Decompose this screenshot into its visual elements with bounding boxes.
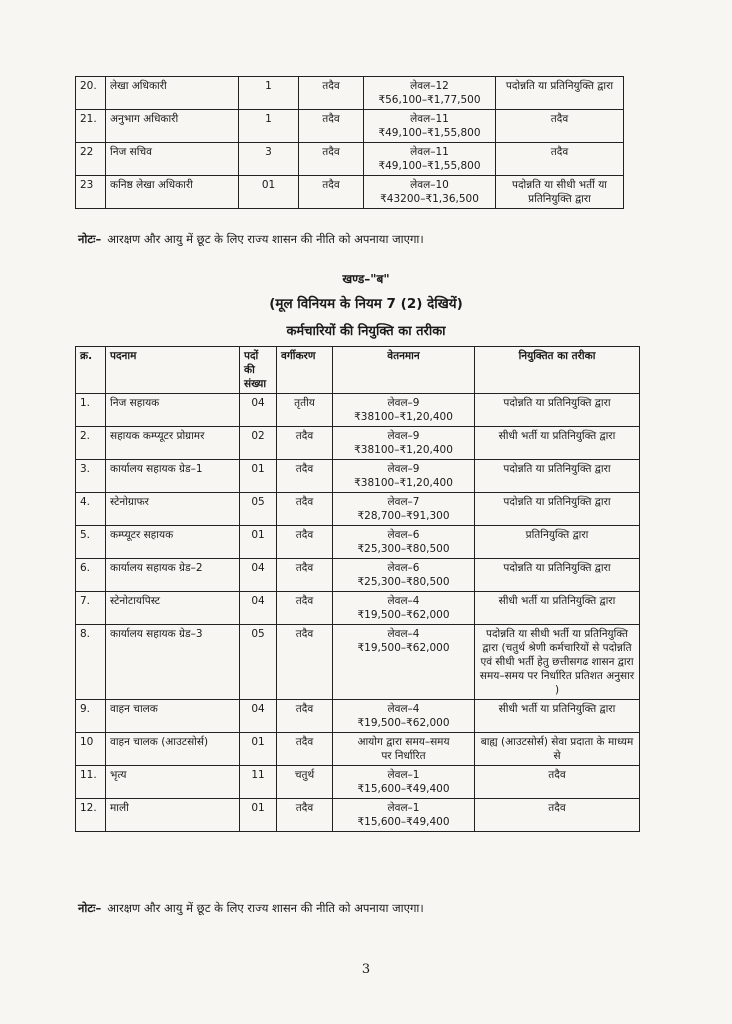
table-row (76, 766, 640, 799)
table-row (76, 559, 640, 592)
post-count: 1 (239, 110, 299, 143)
appointment-method: पदोन्नति या प्रतिनियुक्ति द्वारा (475, 394, 640, 427)
table-row (76, 526, 640, 559)
row-number: 12. (76, 799, 106, 832)
post-count: 11 (240, 766, 277, 799)
appointment-method: तदैव (496, 143, 624, 176)
appointment-method: पदोन्नति या प्रतिनियुक्ति द्वारा (475, 559, 640, 592)
appointment-method: पदोन्नति या सीधी भर्ती या प्रतिनियुक्ति द्वारा (चतुर्थ श्रेणी कर्मचारियों से पदोन्नति एवं सीधी भर्ती हेतु छत्तीसगढ शासन द्वारा समय–समय पर निर्धारित प्रतिशत अनुसार ) (475, 625, 640, 700)
pay-level: आयोग द्वारा समय–समय (357, 736, 450, 748)
pay-range: ₹38100–₹1,20,400 (354, 477, 453, 489)
pay-level: लेवल–9 (387, 463, 420, 475)
row-number: 7. (76, 592, 106, 625)
row-number: 22 (76, 143, 106, 176)
header-number: क्र. (76, 347, 106, 394)
note-text: आरक्षण और आयु में छूट के लिए राज्य शासन की नीति को अपनाया जाएगा। (107, 232, 424, 246)
post-name: कार्यालय सहायक ग्रेड–3 (106, 625, 240, 700)
post-category: तदैव (277, 493, 333, 526)
pay-level: लेवल–10 (410, 179, 449, 191)
pay-range: ₹49,100–₹1,55,800 (378, 127, 481, 139)
row-number: 11. (76, 766, 106, 799)
table-row (76, 799, 640, 832)
post-category: चतुर्थ (277, 766, 333, 799)
pay-scale (333, 799, 475, 832)
post-count: 05 (240, 493, 277, 526)
appointment-method: बाह्य (आउटसोर्स) सेवा प्रदाता के माध्यम से (475, 733, 640, 766)
table-row (76, 625, 640, 700)
post-name: कनिष्ठ लेखा अधिकारी (106, 176, 239, 209)
post-category: तदैव (299, 110, 364, 143)
appointment-method: तदैव (475, 799, 640, 832)
post-count: 01 (239, 176, 299, 209)
section-title: खण्ड–"ब" (342, 272, 390, 286)
table-row (76, 143, 624, 176)
posts-table-continued (75, 76, 624, 209)
post-name: स्टेनोटायपिस्ट (106, 592, 240, 625)
post-name: माली (106, 799, 240, 832)
pay-range: ₹49,100–₹1,55,800 (378, 160, 481, 172)
post-name: लेखा अधिकारी (106, 77, 239, 110)
pay-level: लेवल–6 (387, 529, 420, 541)
post-category: तदैव (277, 700, 333, 733)
row-number: 9. (76, 700, 106, 733)
post-category: तदैव (299, 143, 364, 176)
appointment-method: सीधी भर्ती या प्रतिनियुक्ति द्वारा (475, 427, 640, 460)
header-pay: वेतनमान (333, 347, 475, 394)
pay-range: ₹19,500–₹62,000 (357, 717, 450, 729)
pay-level: लेवल–12 (410, 80, 449, 92)
table-row (76, 733, 640, 766)
section-subtitle: (मूल विनियम के नियम 7 (2) देखियें) (269, 296, 463, 312)
post-name: कम्प्यूटर सहायक (106, 526, 240, 559)
note-reservation (78, 232, 424, 247)
pay-level: लेवल–6 (387, 562, 420, 574)
post-category: तदैव (277, 559, 333, 592)
post-count: 04 (240, 559, 277, 592)
post-category: तदैव (277, 625, 333, 700)
table-row (76, 460, 640, 493)
post-name: कार्यालय सहायक ग्रेड–1 (106, 460, 240, 493)
row-number: 4. (76, 493, 106, 526)
row-number: 6. (76, 559, 106, 592)
table-row (76, 77, 624, 110)
row-number: 20. (76, 77, 106, 110)
post-category: तदैव (299, 176, 364, 209)
pay-range: ₹43200–₹1,36,500 (380, 193, 479, 205)
table-row (76, 176, 624, 209)
pay-level: लेवल–1 (387, 769, 420, 781)
post-name: सहायक कम्प्यूटर प्रोग्रामर (106, 427, 240, 460)
page-number: 3 (361, 962, 371, 977)
table-row (76, 110, 624, 143)
pay-level: लेवल–11 (410, 146, 449, 158)
post-count: 01 (240, 799, 277, 832)
note-label: नोटः– (78, 901, 102, 915)
post-name: कार्यालय सहायक ग्रेड–2 (106, 559, 240, 592)
row-number: 1. (76, 394, 106, 427)
row-number: 3. (76, 460, 106, 493)
row-number: 2. (76, 427, 106, 460)
post-category: तदैव (277, 526, 333, 559)
pay-scale (364, 143, 496, 176)
post-category: तदैव (277, 592, 333, 625)
note-text: आरक्षण और आयु में छूट के लिए राज्य शासन की नीति को अपनाया जाएगा। (107, 901, 424, 915)
post-category: तदैव (277, 460, 333, 493)
pay-scale (333, 766, 475, 799)
post-category: तदैव (277, 799, 333, 832)
appointment-method-table (75, 346, 640, 832)
pay-range: ₹38100–₹1,20,400 (354, 444, 453, 456)
pay-scale (333, 625, 475, 700)
appointment-method: पदोन्नति या प्रतिनियुक्ति द्वारा (496, 77, 624, 110)
appointment-method: तदैव (475, 766, 640, 799)
post-count: 01 (240, 526, 277, 559)
appointment-method: सीधी भर्ती या प्रतिनियुक्ति द्वारा (475, 700, 640, 733)
post-name: निज सहायक (106, 394, 240, 427)
header-post: पदनाम (106, 347, 240, 394)
table-row (76, 592, 640, 625)
pay-scale (364, 77, 496, 110)
table-header-row (76, 347, 640, 394)
pay-level: लेवल–4 (387, 628, 420, 640)
post-count: 04 (240, 394, 277, 427)
pay-range: ₹15,600–₹49,400 (357, 783, 450, 795)
pay-scale (333, 592, 475, 625)
section-caption: कर्मचारियों की नियुक्ति का तरीका (286, 324, 446, 339)
post-count: 02 (240, 427, 277, 460)
post-name: अनुभाग अधिकारी (106, 110, 239, 143)
pay-range: ₹38100–₹1,20,400 (354, 411, 453, 423)
post-name: स्टेनोग्राफर (106, 493, 240, 526)
row-number: 8. (76, 625, 106, 700)
pay-scale (364, 110, 496, 143)
pay-level: लेवल–11 (410, 113, 449, 125)
pay-range: पर निर्धारित (381, 750, 426, 762)
appointment-method: पदोन्नति या सीधी भर्ती या प्रतिनियुक्ति द्वारा (496, 176, 624, 209)
pay-scale (333, 559, 475, 592)
pay-range: ₹19,500–₹62,000 (357, 642, 450, 654)
post-name: वाहन चालक (106, 700, 240, 733)
pay-scale (333, 394, 475, 427)
header-method: नियुक्तित का तरीका (475, 347, 640, 394)
post-category: तदैव (277, 733, 333, 766)
note-label: नोटः– (78, 232, 102, 246)
header-category: वर्गीकरण (277, 347, 333, 394)
pay-scale (333, 733, 475, 766)
pay-level: लेवल–7 (387, 496, 420, 508)
appointment-method: सीधी भर्ती या प्रतिनियुक्ति द्वारा (475, 592, 640, 625)
table-row (76, 700, 640, 733)
post-count: 1 (239, 77, 299, 110)
post-name: निज सचिव (106, 143, 239, 176)
pay-level: लेवल–9 (387, 430, 420, 442)
row-number: 5. (76, 526, 106, 559)
post-count: 01 (240, 733, 277, 766)
table-row (76, 493, 640, 526)
post-category: तृतीय (277, 394, 333, 427)
pay-range: ₹56,100–₹1,77,500 (378, 94, 481, 106)
appointment-method: पदोन्नति या प्रतिनियुक्ति द्वारा (475, 493, 640, 526)
table-row (76, 427, 640, 460)
pay-level: लेवल–9 (387, 397, 420, 409)
post-count: 04 (240, 700, 277, 733)
pay-range: ₹15,600–₹49,400 (357, 816, 450, 828)
pay-range: ₹28,700–₹91,300 (357, 510, 450, 522)
post-count: 04 (240, 592, 277, 625)
row-number: 21. (76, 110, 106, 143)
pay-scale (333, 427, 475, 460)
post-count: 3 (239, 143, 299, 176)
appointment-method: पदोन्नति या प्रतिनियुक्ति द्वारा (475, 460, 640, 493)
post-count: 01 (240, 460, 277, 493)
pay-scale (333, 460, 475, 493)
note-reservation (78, 901, 424, 916)
post-category: तदैव (299, 77, 364, 110)
pay-level: लेवल–4 (387, 595, 420, 607)
pay-range: ₹25,300–₹80,500 (357, 576, 450, 588)
pay-range: ₹19,500–₹62,000 (357, 609, 450, 621)
post-name: वाहन चालक (आउटसोर्स) (106, 733, 240, 766)
row-number: 10 (76, 733, 106, 766)
appointment-method: प्रतिनियुक्ति द्वारा (475, 526, 640, 559)
pay-scale (333, 700, 475, 733)
pay-level: लेवल–1 (387, 802, 420, 814)
pay-scale (333, 526, 475, 559)
pay-level: लेवल–4 (387, 703, 420, 715)
pay-scale (333, 493, 475, 526)
pay-scale (364, 176, 496, 209)
post-name: भृत्य (106, 766, 240, 799)
pay-range: ₹25,300–₹80,500 (357, 543, 450, 555)
row-number: 23 (76, 176, 106, 209)
appointment-method: तदैव (496, 110, 624, 143)
post-count: 05 (240, 625, 277, 700)
table-row (76, 394, 640, 427)
post-category: तदैव (277, 427, 333, 460)
header-count: पदों की संख्या (240, 347, 277, 394)
